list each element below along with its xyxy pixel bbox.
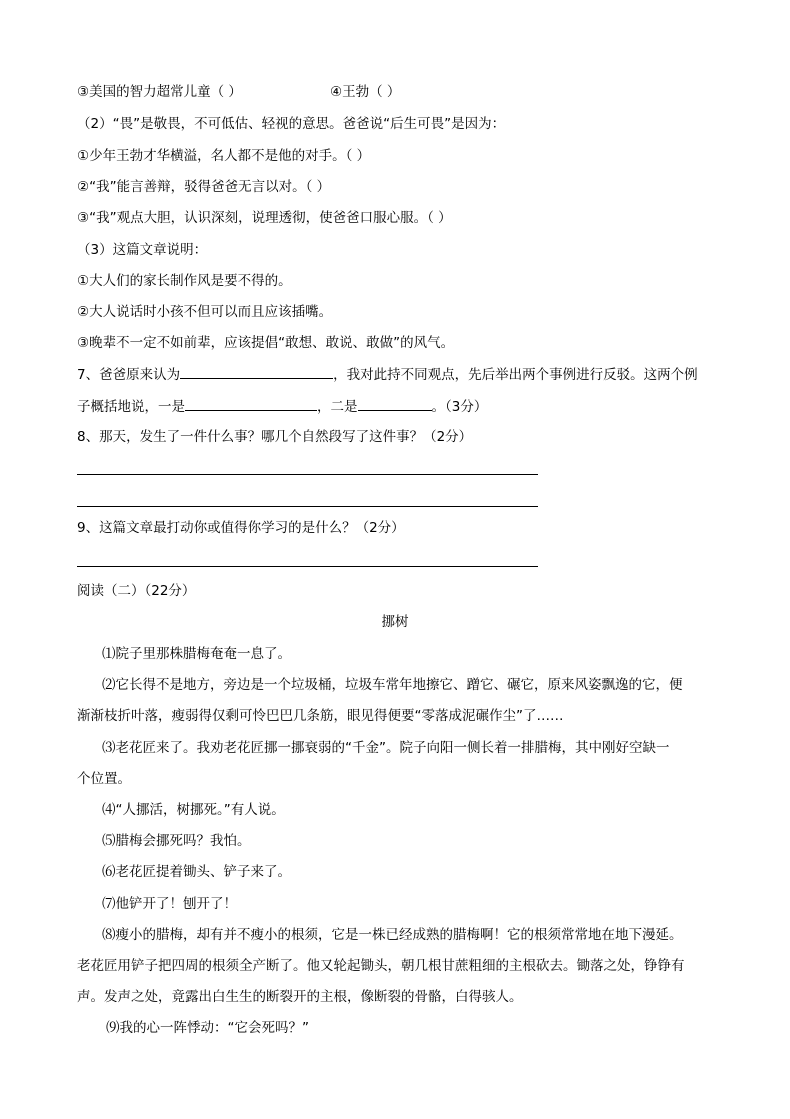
q7-blank-1[interactable] xyxy=(180,364,333,379)
q7-line-1 xyxy=(77,364,698,385)
q8-question: 8、那天，发生了一件什么事？哪几个自然段写了这件事？（2分） xyxy=(77,429,473,445)
q6-2-option-3: ③“我”观点大胆，认识深刻，说理透彻，使爸爸口服心服。（ ） xyxy=(77,210,452,226)
paragraph-1: ⑴院子里那株腊梅奄奄一息了。 xyxy=(102,646,291,662)
q7-text-c: 子概括地说，一是 xyxy=(77,399,185,415)
q6-2-option-2: ②“我”能言善辩，驳得爸爸无言以对。（ ） xyxy=(77,179,331,195)
q6-3-option-1: ①大人们的家长制作风是要不得的。 xyxy=(77,273,292,289)
paragraph-6: ⑹老花匠提着锄头、铲子来了。 xyxy=(102,864,291,880)
q6-choice-4 xyxy=(330,82,400,102)
paragraph-2-line-2: 渐渐枝折叶落，瘦弱得仅剩可怜巴巴几条筋，眼见得便要“零落成泥碾作尘”了…… xyxy=(77,708,564,724)
paragraph-8-line-1: ⑻瘦小的腊梅，却有并不瘦小的根须，它是一株已经成熟的腊梅啊！它的根须常常地在地下漫延。 xyxy=(102,927,683,943)
q7-text-d: ，二是 xyxy=(317,399,358,415)
q6-3-option-3: ③晚辈不一定不如前辈，应该提倡“敢想、敢说、敢做”的风气。 xyxy=(77,335,455,351)
paragraph-5: ⑸腊梅会挪死吗？我怕。 xyxy=(102,833,251,849)
q7-text-e: 。（3分） xyxy=(431,399,488,415)
q7-text-a: 7、爸爸原来认为 xyxy=(77,367,181,383)
q7-text-b: ，我对此持不同观点，先后举出两个事例进行反驳。这两个例 xyxy=(333,367,698,383)
q6-choice-4-text: ④王勃（ ） xyxy=(330,84,401,100)
q9-question: 9、这篇文章最打动你或值得你学习的是什么？（2分） xyxy=(77,520,405,536)
q6-choice-3 xyxy=(77,82,242,102)
passage-title: 挪树 xyxy=(381,614,409,630)
paragraph-7: ⑺他铲开了！刨开了！ xyxy=(102,896,237,912)
paragraph-8-line-3: 声。发声之处，竟露出白生生的断裂开的主根，像断裂的骨骼，白得骇人。 xyxy=(77,989,523,1005)
q6-2-stem: （2）“畏”是敬畏，不可低估、轻视的意思。爸爸说“后生可畏”是因为： xyxy=(77,116,506,132)
paragraph-4: ⑷“人挪活，树挪死。”有人说。 xyxy=(102,802,285,818)
q8-answer-line-1[interactable] xyxy=(77,474,538,475)
paragraph-3-line-2: 个位置。 xyxy=(77,771,131,787)
q6-3-stem: （3）这篇文章说明： xyxy=(77,242,208,258)
paragraph-3-line-1: ⑶老花匠来了。我劝老花匠挪一挪衰弱的“千金”。院子向阳一侧长着一排腊梅，其中刚好空缺一 xyxy=(102,740,670,756)
paragraph-8-line-2: 老花匠用铲子把四周的根须全产断了。他又轮起锄头，朝几根甘蔗粗细的主根砍去。锄落之处，铮铮有 xyxy=(77,958,685,974)
paragraph-9: ⑼我的心一阵悸动：“它会死吗？” xyxy=(106,1020,309,1036)
q9-answer-line[interactable] xyxy=(77,566,538,567)
q6-3-option-2: ②大人说话时小孩不但可以而且应该插嘴。 xyxy=(77,304,333,320)
q7-blank-2[interactable] xyxy=(185,396,317,411)
q7-line-2 xyxy=(77,396,487,417)
paragraph-2-line-1: ⑵它长得不是地方，旁边是一个垃圾桶，垃圾车常年地擦它、蹭它、碾它，原来风姿飘逸的它，便 xyxy=(102,677,683,693)
q6-choice-3-text: ③美国的智力超常儿童（ ） xyxy=(77,84,242,100)
reading-2-heading: 阅读（二）（22分） xyxy=(77,583,196,599)
q6-2-option-1: ①少年王勃才华横溢，名人都不是他的对手。（ ） xyxy=(77,148,371,164)
q8-answer-line-2[interactable] xyxy=(77,506,538,507)
q7-blank-3[interactable] xyxy=(358,396,432,411)
